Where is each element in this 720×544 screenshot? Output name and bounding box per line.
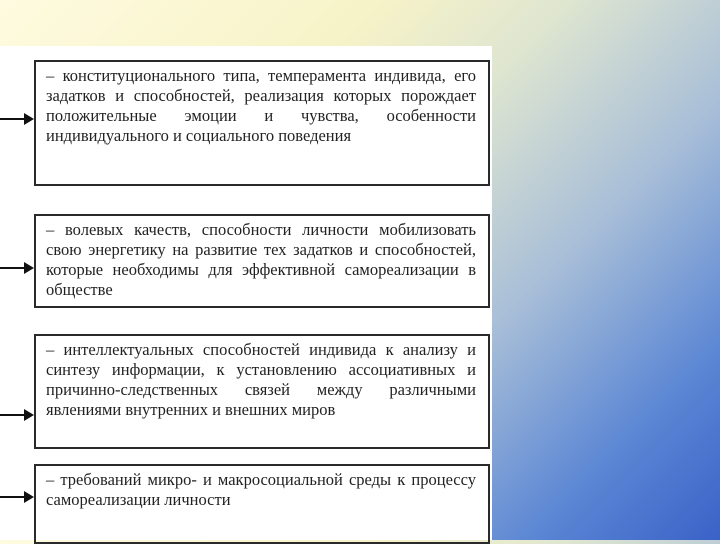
- arrow-right-icon: [0, 112, 34, 126]
- diagram-panel: [0, 46, 492, 540]
- text-box-social-environment: – требований микро- и макросоциальной среды к процессу самореализации личности: [34, 464, 490, 544]
- text-box-constitutional-type: – конституционального типа, темперамента индивида, его задатков и способностей, реализация которых порождает положительные эмоции и чувства, особенности индивидуального и социального поведения: [34, 60, 490, 186]
- text-box-intellectual-abilities: – интеллектуальных способностей индивида к анализу и синтезу информации, к установлению ассоциативных и причинно-следственных связей между различными явлениями внутренних и внешних миров: [34, 334, 490, 449]
- text-box-volitional-qualities: – волевых качеств, способности личности мобилизовать свою энергетику на развитие тех задатков и способностей, которые необходимы для эффективной самореализации в обществе: [34, 214, 490, 308]
- arrow-right-icon: [0, 261, 34, 275]
- arrow-right-icon: [0, 490, 34, 504]
- arrow-right-icon: [0, 408, 34, 422]
